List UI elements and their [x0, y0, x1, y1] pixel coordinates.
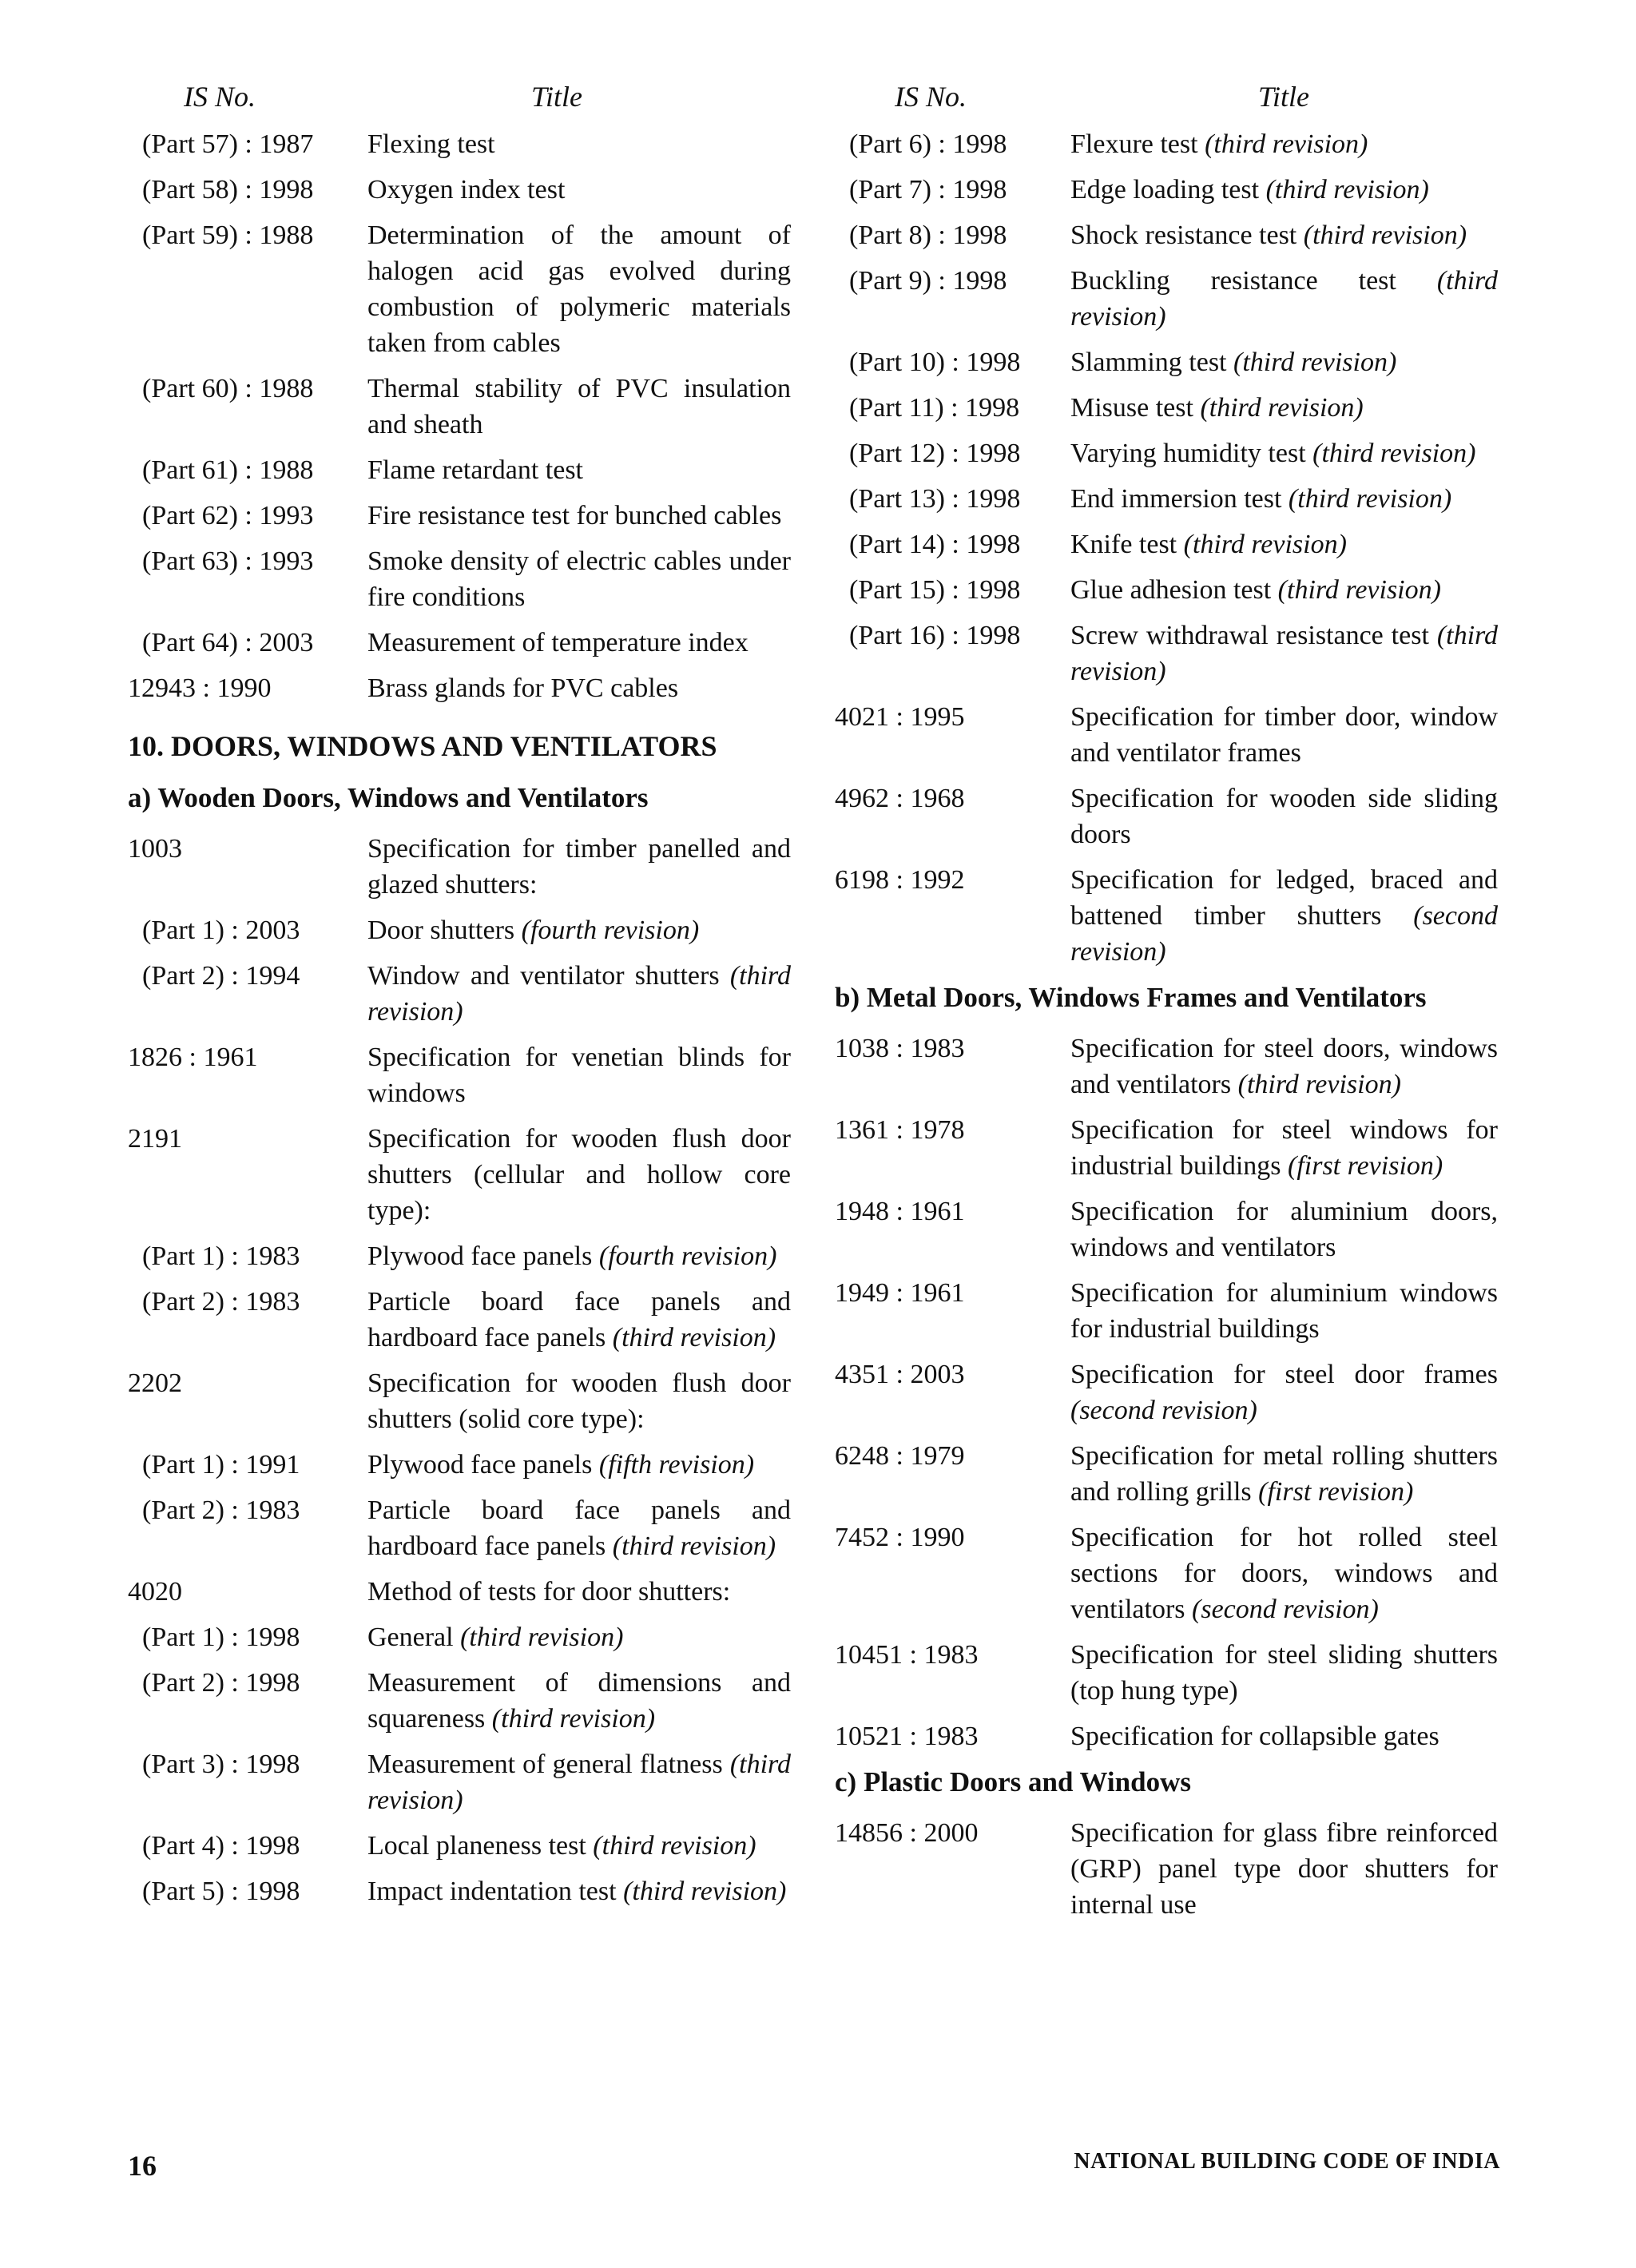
standard-title — [367, 1121, 791, 1229]
is-number: (Part 1) : 1998 — [142, 1623, 300, 1652]
is-number: 6198 : 1992 — [835, 865, 965, 895]
standard-title — [367, 625, 791, 661]
is-number: (Part 2) : 1998 — [142, 1668, 300, 1698]
standard-entry — [128, 126, 791, 162]
standard-title — [1070, 1194, 1498, 1265]
standard-title — [1070, 572, 1498, 608]
page-number: 16 — [128, 2150, 157, 2182]
revision-note: (third revision) — [1288, 484, 1452, 514]
standard-title — [1070, 1275, 1498, 1347]
standard-title — [367, 217, 791, 361]
title-text: Measurement of dimensions and squareness — [367, 1668, 791, 1734]
revision-note: (first revision) — [1258, 1477, 1414, 1507]
revision-note: (third revision) — [1233, 348, 1397, 377]
standard-title — [1070, 699, 1498, 771]
title-text: Local planeness test — [367, 1831, 594, 1861]
standard-title — [367, 1873, 791, 1909]
revision-note: (third revision) — [612, 1531, 776, 1561]
standard-title — [367, 1365, 791, 1437]
is-number: (Part 64) : 2003 — [142, 628, 314, 657]
standard-entry — [128, 1447, 791, 1483]
standard-entry — [128, 625, 791, 661]
standard-title — [367, 371, 791, 443]
standard-title — [1070, 126, 1498, 162]
subsection-b-title: b) Metal Doors, Windows Frames and Ventilators — [835, 982, 1427, 1013]
revision-note: (third revision) — [1265, 175, 1429, 205]
standard-entry — [128, 1039, 791, 1111]
title-header: Title — [1258, 81, 1310, 113]
standard-title — [367, 498, 791, 534]
standard-entry — [128, 958, 791, 1030]
title-text: Determination of the amount of halogen acid gas evolved during combustion of polymeric materials taken from cables — [367, 220, 791, 358]
is-number: 1949 : 1961 — [835, 1278, 965, 1308]
title-text: Glue adhesion test — [1070, 575, 1278, 605]
title-text: Specification for steel sliding shutters (top hung type) — [1070, 1640, 1498, 1706]
title-header: Title — [531, 81, 583, 113]
standard-title — [1070, 344, 1498, 380]
standard-entry — [128, 1873, 791, 1909]
is-number: 2202 — [128, 1368, 182, 1398]
title-text: Door shutters — [367, 916, 522, 945]
is-number: 10521 : 1983 — [835, 1722, 979, 1751]
is-number: 1038 : 1983 — [835, 1034, 965, 1063]
is-number: 4351 : 2003 — [835, 1360, 965, 1389]
section-title: 10. DOORS, WINDOWS AND VENTILATORS — [128, 730, 717, 762]
is-number: 12943 : 1990 — [128, 673, 272, 703]
title-text: Knife test — [1070, 530, 1184, 559]
standard-title — [367, 831, 791, 903]
title-text: Specification for timber door, window and ventilator frames — [1070, 702, 1498, 768]
title-text: Specification for wooden side sliding doors — [1070, 784, 1498, 849]
standard-title — [367, 126, 791, 162]
standard-entry — [128, 172, 791, 208]
standard-title — [1070, 1718, 1498, 1754]
standard-title — [367, 1039, 791, 1111]
title-text: Flame retardant test — [367, 455, 584, 485]
standard-entry — [128, 498, 791, 534]
standard-title — [367, 670, 791, 706]
right-top-list — [835, 126, 1498, 970]
standard-entry — [128, 1619, 791, 1655]
title-text: Specification for aluminium windows for industrial buildings — [1070, 1278, 1498, 1344]
standard-entry — [128, 1492, 791, 1564]
is-number: (Part 4) : 1998 — [142, 1831, 300, 1861]
revision-note: (third revision) — [612, 1323, 776, 1352]
standard-title — [1070, 862, 1498, 970]
is-no-header: IS No. — [895, 81, 967, 113]
title-text: Specification for wooden flush door shutters (solid core type): — [367, 1368, 791, 1434]
standard-entry — [128, 1365, 791, 1437]
title-text: Particle board face panels and hardboard face panels — [367, 1287, 791, 1352]
standard-entry — [835, 780, 1498, 852]
revision-note: (third revision) — [1303, 220, 1467, 250]
title-text: Smoke density of electric cables under fire conditions — [367, 546, 791, 612]
title-text: Thermal stability of PVC insulation and sheath — [367, 374, 791, 439]
title-text: Plywood face panels — [367, 1241, 599, 1271]
standard-entry — [128, 371, 791, 443]
revision-note: (fourth revision) — [598, 1241, 777, 1271]
revision-note: (third revision) — [593, 1831, 756, 1861]
is-number: 7452 : 1990 — [835, 1523, 965, 1552]
revision-note: (third revision) — [367, 1750, 791, 1815]
title-text: Measurement of temperature index — [367, 628, 749, 657]
is-number: 14856 : 2000 — [835, 1818, 979, 1848]
title-text: Specification for venetian blinds for windows — [367, 1043, 791, 1108]
standard-title — [367, 543, 791, 615]
standard-title — [1070, 1637, 1498, 1709]
standard-entry — [835, 481, 1498, 517]
standard-entry — [835, 263, 1498, 335]
standard-entry — [835, 435, 1498, 471]
standard-title — [367, 172, 791, 208]
title-text: Measurement of general flatness — [367, 1750, 730, 1779]
is-number: 1003 — [128, 834, 182, 864]
standard-entry — [128, 1828, 791, 1864]
standard-entry — [128, 1238, 791, 1274]
is-number: (Part 10) : 1998 — [849, 348, 1021, 377]
is-number: (Part 58) : 1998 — [142, 175, 314, 205]
is-number: 4021 : 1995 — [835, 702, 965, 732]
revision-note: (second revision) — [1192, 1595, 1379, 1624]
is-no-header: IS No. — [184, 81, 256, 113]
title-text: Specification for metal rolling shutters and rolling grills — [1070, 1441, 1498, 1507]
title-text: Flexure test — [1070, 129, 1205, 159]
standard-entry — [835, 1356, 1498, 1428]
standard-entry — [128, 452, 791, 488]
standard-title — [1070, 526, 1498, 562]
standard-entry — [128, 831, 791, 903]
standard-entry — [128, 670, 791, 706]
subsection-c-title: c) Plastic Doors and Windows — [835, 1766, 1191, 1797]
standard-entry — [835, 126, 1498, 162]
title-text: Specification for hot rolled steel sections for doors, windows and ventilators — [1070, 1523, 1498, 1624]
title-text: Specification for ledged, braced and battened timber shutters — [1070, 865, 1498, 931]
title-text: Specification for wooden flush door shutters (cellular and hollow core type): — [367, 1124, 791, 1225]
is-number: 2191 — [128, 1124, 182, 1154]
standard-entry — [835, 390, 1498, 426]
is-number: (Part 6) : 1998 — [849, 129, 1007, 159]
standard-title — [1070, 618, 1498, 689]
standard-title — [1070, 1356, 1498, 1428]
is-number: 1826 : 1961 — [128, 1043, 258, 1072]
is-number: 4962 : 1968 — [835, 784, 965, 813]
metal-doors-list — [835, 1031, 1498, 1754]
title-text: Flexing test — [367, 129, 495, 159]
standard-entry — [835, 1194, 1498, 1265]
is-number: (Part 11) : 1998 — [849, 393, 1020, 423]
standard-entry — [835, 862, 1498, 970]
plastic-doors-list — [835, 1815, 1498, 1923]
standard-entry — [128, 543, 791, 615]
is-number: (Part 1) : 1991 — [142, 1450, 300, 1480]
title-text: Varying humidity test — [1070, 439, 1313, 468]
publication-title: NATIONAL BUILDING CODE OF INDIA — [1074, 2149, 1500, 2174]
standard-entry — [835, 699, 1498, 771]
revision-note: (third revision) — [1183, 530, 1347, 559]
revision-note: (third revision) — [623, 1877, 787, 1906]
title-text: Impact indentation test — [367, 1877, 624, 1906]
is-number: 10451 : 1983 — [835, 1640, 979, 1670]
standard-title — [367, 958, 791, 1030]
standard-entry — [128, 217, 791, 361]
title-text: Edge loading test — [1070, 175, 1266, 205]
standard-title — [367, 452, 791, 488]
standard-entry — [835, 344, 1498, 380]
title-text: Shock resistance test — [1070, 220, 1304, 250]
standard-entry — [835, 172, 1498, 208]
standard-entry — [835, 1031, 1498, 1102]
standard-title — [1070, 1815, 1498, 1923]
title-text: Buckling resistance test — [1070, 266, 1437, 296]
standard-entry — [128, 1284, 791, 1356]
standard-title — [1070, 217, 1498, 253]
revision-note: (second revision) — [1070, 1396, 1257, 1425]
standard-entry — [835, 217, 1498, 253]
revision-note: (third revision) — [491, 1704, 656, 1734]
standard-title — [367, 1447, 791, 1483]
is-number: 1361 : 1978 — [835, 1115, 965, 1145]
is-number: 6248 : 1979 — [835, 1441, 965, 1471]
title-text: Specification for collapsible gates — [1070, 1722, 1439, 1751]
standard-title — [367, 1574, 791, 1610]
standard-entry — [128, 912, 791, 948]
standard-entry — [128, 1121, 791, 1229]
standard-title — [1070, 435, 1498, 471]
is-number: (Part 3) : 1998 — [142, 1750, 300, 1779]
is-number: (Part 9) : 1998 — [849, 266, 1007, 296]
revision-note: (third revision) — [460, 1623, 624, 1652]
title-text: End immersion test — [1070, 484, 1289, 514]
standard-entry — [835, 1438, 1498, 1510]
standard-entry — [128, 1746, 791, 1818]
standard-entry — [835, 1519, 1498, 1627]
revision-note: (third revision) — [367, 961, 791, 1027]
is-number: (Part 2) : 1994 — [142, 961, 300, 991]
revision-note: (third revision) — [1277, 575, 1441, 605]
standard-entry — [835, 526, 1498, 562]
standard-entry — [835, 572, 1498, 608]
is-number: (Part 5) : 1998 — [142, 1877, 300, 1906]
standard-title — [1070, 780, 1498, 852]
revision-note: (fifth revision) — [598, 1450, 755, 1480]
standard-entry — [835, 1718, 1498, 1754]
is-number: (Part 2) : 1983 — [142, 1495, 300, 1525]
title-text: Misuse test — [1070, 393, 1201, 423]
title-text: Specification for glass fibre reinforced (GRP) panel type door shutters for internal use — [1070, 1818, 1498, 1920]
left-top-list — [128, 126, 791, 706]
standard-entry — [128, 1665, 791, 1737]
title-text: Oxygen index test — [367, 175, 566, 205]
is-number: (Part 57) : 1987 — [142, 129, 314, 159]
standard-title — [367, 1492, 791, 1564]
is-number: (Part 60) : 1988 — [142, 374, 314, 403]
standard-title — [367, 1665, 791, 1737]
standard-title — [367, 912, 791, 948]
title-text: Specification for steel doors, windows and ventilators — [1070, 1034, 1498, 1099]
title-text: Fire resistance test for bunched cables — [367, 501, 782, 530]
title-text: Plywood face panels — [367, 1450, 599, 1480]
standard-entry — [835, 1275, 1498, 1347]
is-number: (Part 15) : 1998 — [849, 575, 1021, 605]
title-text: Slamming test — [1070, 348, 1233, 377]
revision-note: (second revision) — [1070, 901, 1498, 967]
standard-title — [367, 1828, 791, 1864]
revision-note: (third revision) — [1312, 439, 1476, 468]
is-number: 4020 — [128, 1577, 182, 1607]
title-text: Specification for steel windows for industrial buildings — [1070, 1115, 1498, 1181]
right-column — [835, 80, 1498, 1932]
title-text: Screw withdrawal resistance test — [1070, 621, 1437, 650]
revision-note: (third revision) — [1205, 129, 1368, 159]
standard-entry — [128, 1574, 791, 1610]
left-column-header — [128, 80, 791, 126]
right-column-header — [835, 80, 1498, 126]
title-text: Specification for aluminium doors, windows and ventilators — [1070, 1197, 1498, 1262]
standard-title — [1070, 1112, 1498, 1184]
is-number: (Part 1) : 1983 — [142, 1241, 300, 1271]
title-text: Particle board face panels and hardboard face panels — [367, 1495, 791, 1561]
left-column — [128, 80, 791, 1919]
standard-title — [1070, 390, 1498, 426]
is-number: (Part 63) : 1993 — [142, 546, 314, 576]
standard-entry — [835, 618, 1498, 689]
standard-title — [1070, 1438, 1498, 1510]
is-number: (Part 2) : 1983 — [142, 1287, 300, 1317]
subsection-a-title: a) Wooden Doors, Windows and Ventilators — [128, 782, 649, 813]
is-number: (Part 1) : 2003 — [142, 916, 300, 945]
standard-entry — [835, 1815, 1498, 1923]
is-number: (Part 61) : 1988 — [142, 455, 314, 485]
is-number: (Part 62) : 1993 — [142, 501, 314, 530]
title-text: General — [367, 1623, 461, 1652]
wooden-doors-list — [128, 831, 791, 1909]
standard-title — [1070, 1031, 1498, 1102]
is-number: (Part 13) : 1998 — [849, 484, 1021, 514]
is-number: (Part 7) : 1998 — [849, 175, 1007, 205]
standard-title — [1070, 263, 1498, 335]
standard-title — [367, 1619, 791, 1655]
title-text: Brass glands for PVC cables — [367, 673, 679, 703]
standard-title — [1070, 172, 1498, 208]
standard-title — [1070, 481, 1498, 517]
standard-title — [367, 1284, 791, 1356]
is-number: 1948 : 1961 — [835, 1197, 965, 1226]
title-text: Method of tests for door shutters: — [367, 1577, 731, 1607]
revision-note: (fourth revision) — [521, 916, 700, 945]
standard-title — [1070, 1519, 1498, 1627]
standard-entry — [835, 1637, 1498, 1709]
revision-note: (third revision) — [1070, 266, 1498, 332]
title-text: Window and ventilator shutters — [367, 961, 730, 991]
is-number: (Part 14) : 1998 — [849, 530, 1021, 559]
title-text: Specification for timber panelled and glazed shutters: — [367, 834, 791, 900]
revision-note: (third revision) — [1200, 393, 1364, 423]
is-number: (Part 59) : 1988 — [142, 220, 314, 250]
standard-title — [367, 1238, 791, 1274]
title-text: Specification for steel door frames — [1070, 1360, 1498, 1389]
is-number: (Part 8) : 1998 — [849, 220, 1007, 250]
is-number: (Part 16) : 1998 — [849, 621, 1021, 650]
revision-note: (first revision) — [1288, 1151, 1443, 1181]
revision-note: (third revision) — [1237, 1070, 1401, 1099]
standard-entry — [835, 1112, 1498, 1184]
standard-title — [367, 1746, 791, 1818]
is-number: (Part 12) : 1998 — [849, 439, 1021, 468]
revision-note: (third revision) — [1070, 621, 1498, 686]
